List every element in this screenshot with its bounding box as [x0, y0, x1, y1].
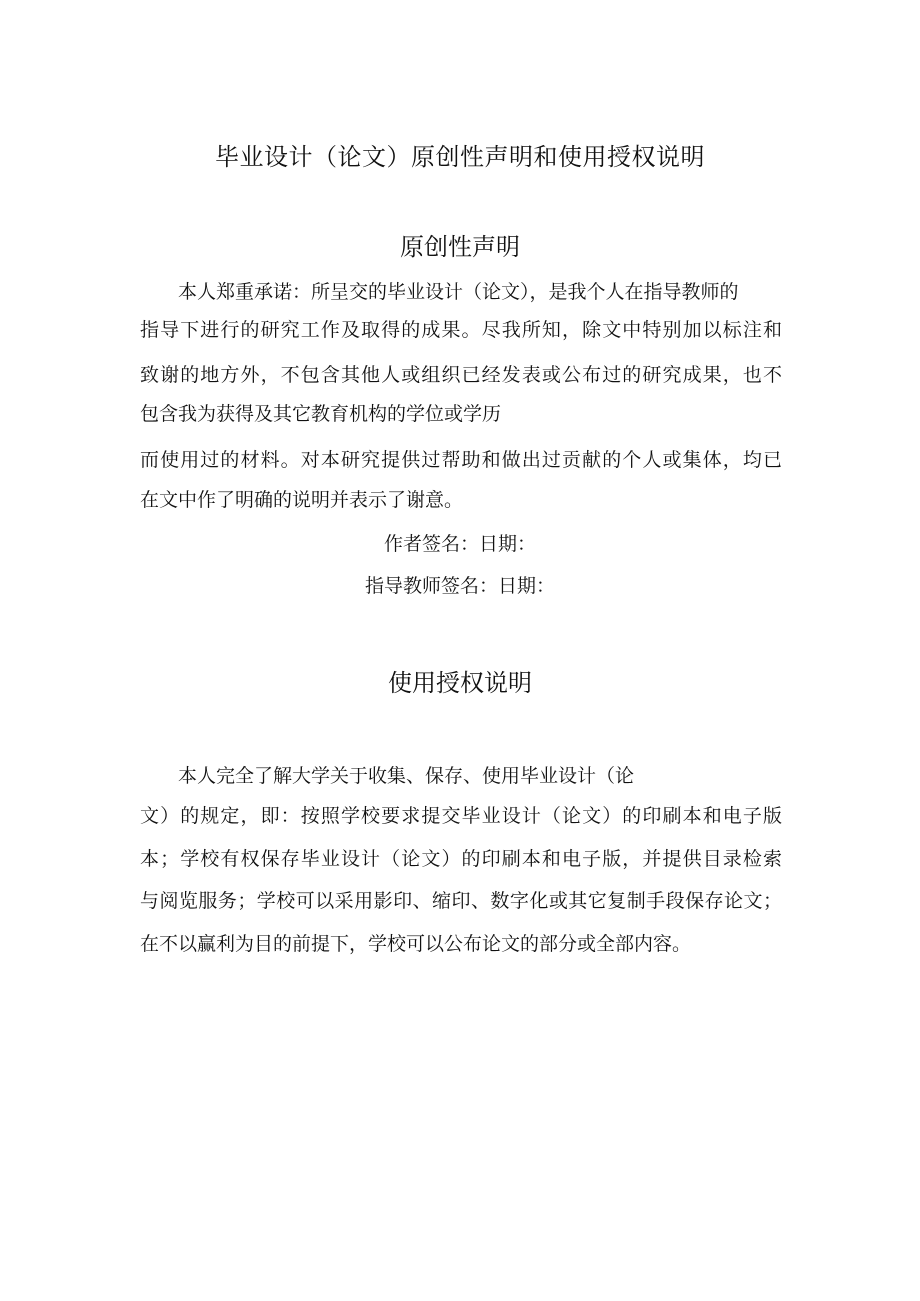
authorization-line-3: 本；学校有权保存毕业设计（论文）的印刷本和电子版，并提供目录检索 — [140, 848, 782, 870]
authorization-heading: 使用授权说明 — [388, 669, 532, 697]
originality-heading: 原创性声明 — [400, 233, 520, 261]
authorization-line-4: 与阅览服务；学校可以采用影印、缩印、数字化或其它复制手段保存论文； — [140, 890, 782, 912]
authorization-line-5: 在不以赢利为目的前提下，学校可以公布论文的部分或全部内容。 — [140, 933, 692, 955]
originality-line-5: 而使用过的材料。对本研究提供过帮助和做出过贡献的个人或集体，均已 — [140, 449, 782, 471]
document-title: 毕业设计（论文）原创性声明和使用授权说明 — [215, 143, 705, 171]
author-signature-line: 作者签名：日期： — [383, 533, 536, 555]
originality-line-3: 致谢的地方外，不包含其他人或组织已经发表或公布过的研究成果，也不 — [140, 364, 782, 386]
originality-line-4: 包含我为获得及其它教育机构的学位或学历 — [140, 403, 502, 425]
authorization-line-2: 文）的规定，即：按照学校要求提交毕业设计（论文）的印刷本和电子版 — [140, 805, 782, 827]
originality-line-6: 在文中作了明确的说明并表示了谢意。 — [140, 489, 464, 511]
originality-line-1: 本人郑重承诺：所呈交的毕业设计（论文），是我个人在指导教师的 — [178, 281, 739, 303]
authorization-line-1: 本人完全了解大学关于收集、保存、使用毕业设计（论 — [178, 765, 635, 787]
advisor-signature-line: 指导教师签名：日期： — [364, 575, 555, 597]
originality-line-2: 指导下进行的研究工作及取得的成果。尽我所知，除文中特别加以标注和 — [140, 319, 782, 341]
